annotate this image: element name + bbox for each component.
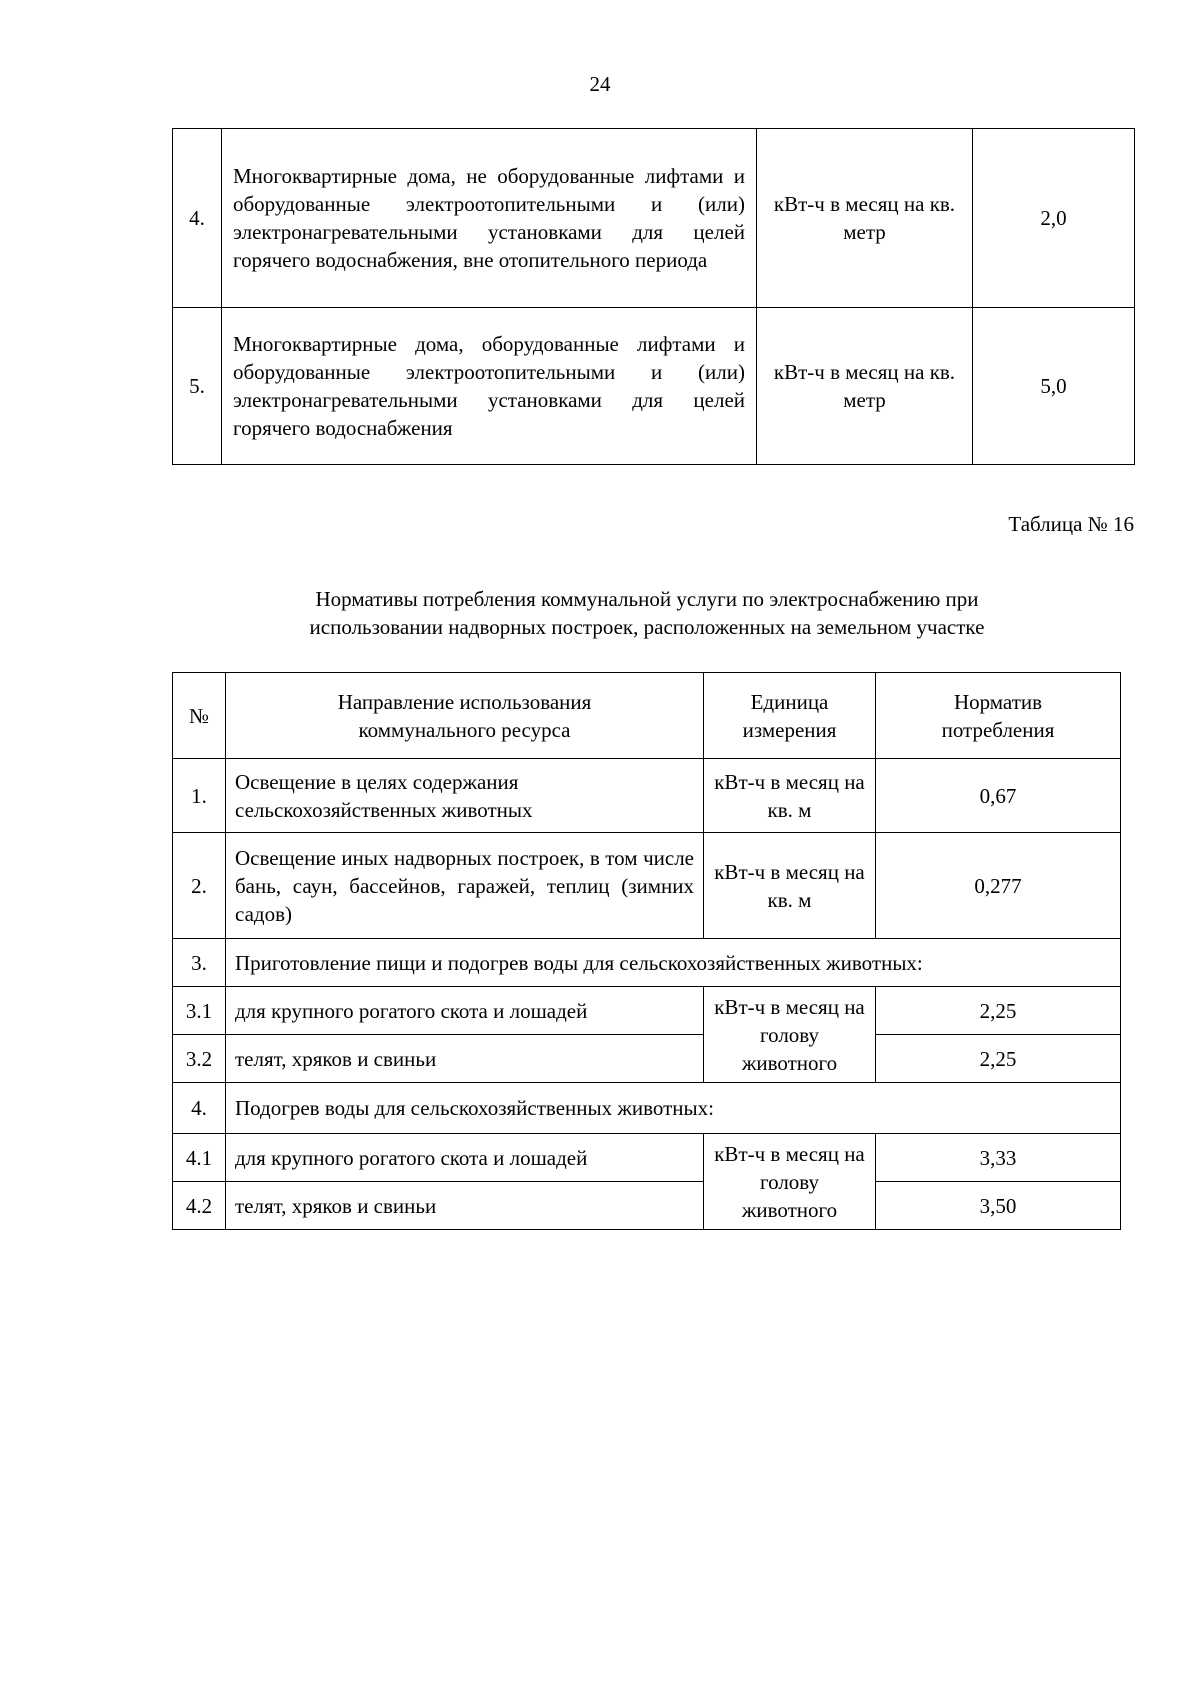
row-value: 3,50 xyxy=(876,1182,1121,1230)
table-row xyxy=(173,1182,1121,1230)
table-title-line: Нормативы потребления коммунальной услуги по электроснабжению при xyxy=(315,587,979,611)
table-header-row xyxy=(173,673,1121,759)
row-unit: кВт-ч в месяц на голову животного xyxy=(704,987,876,1083)
row-description: телят, хряков и свиньи xyxy=(226,1035,704,1083)
table-row xyxy=(173,987,1121,1035)
row-value: 2,0 xyxy=(973,129,1135,308)
row-description: Многоквартирные дома, оборудованные лифтами и оборудованные электроотопительными и (или) электронагревательными установками для целей горячего водоснабжения xyxy=(222,308,757,465)
row-number: 4.1 xyxy=(173,1134,226,1182)
table-row xyxy=(173,833,1121,939)
page-number: 24 xyxy=(589,72,611,96)
row-unit: кВт-ч в месяц на кв. м xyxy=(704,759,876,833)
row-value: 2,25 xyxy=(876,1035,1121,1083)
row-unit: кВт-ч в месяц на кв. метр xyxy=(757,308,973,465)
row-unit: кВт-ч в месяц на кв. м xyxy=(704,833,876,939)
header-norm: Норматив потребления xyxy=(876,673,1121,759)
table-row xyxy=(173,129,1135,308)
row-value: 0,67 xyxy=(876,759,1121,833)
row-description: Освещение иных надворных построек, в том числе бань, саун, бассейнов, гаражей, теплиц (зимних садов) xyxy=(226,833,704,939)
row-unit: кВт-ч в месяц на кв. метр xyxy=(757,129,973,308)
row-description: для крупного рогатого скота и лошадей xyxy=(226,1134,704,1182)
table-section-row xyxy=(173,1083,1121,1134)
row-description: телят, хряков и свиньи xyxy=(226,1182,704,1230)
row-description: Освещение в целях содержания сельскохозяйственных животных xyxy=(226,759,704,833)
table-title xyxy=(172,585,1122,641)
row-unit: кВт-ч в месяц на голову животного xyxy=(704,1134,876,1230)
table-row xyxy=(173,308,1135,465)
row-number: 1. xyxy=(173,759,226,833)
header-unit: Единица измерения xyxy=(704,673,876,759)
row-number: 4. xyxy=(173,129,222,308)
header-direction: Направление использования коммунального ресурса xyxy=(226,673,704,759)
row-number: 3.1 xyxy=(173,987,226,1035)
row-number: 4. xyxy=(173,1083,226,1134)
table-outbuilding-norms xyxy=(172,672,1121,1230)
row-number: 2. xyxy=(173,833,226,939)
row-value: 3,33 xyxy=(876,1134,1121,1182)
row-number: 4.2 xyxy=(173,1182,226,1230)
table-label: Таблица № 16 xyxy=(1008,512,1134,536)
table-row xyxy=(173,759,1121,833)
row-value: 2,25 xyxy=(876,987,1121,1035)
row-number: 3. xyxy=(173,939,226,987)
table-section-row xyxy=(173,939,1121,987)
row-value: 0,277 xyxy=(876,833,1121,939)
row-value: 5,0 xyxy=(973,308,1135,465)
header-num: № xyxy=(173,673,226,759)
row-description: для крупного рогатого скота и лошадей xyxy=(226,987,704,1035)
table-multiapartment-norms xyxy=(172,128,1135,465)
table-title-line: использовании надворных построек, расположенных на земельном участке xyxy=(309,615,985,639)
section-title: Подогрев воды для сельскохозяйственных животных: xyxy=(226,1083,1121,1134)
row-description: Многоквартирные дома, не оборудованные лифтами и оборудованные электроотопительными и (или) электронагревательными установками для целей горячего водоснабжения, вне отопительного периода xyxy=(222,129,757,308)
row-number: 3.2 xyxy=(173,1035,226,1083)
row-number: 5. xyxy=(173,308,222,465)
table-row xyxy=(173,1035,1121,1083)
table-row xyxy=(173,1134,1121,1182)
section-title: Приготовление пищи и подогрев воды для сельскохозяйственных животных: xyxy=(226,939,1121,987)
